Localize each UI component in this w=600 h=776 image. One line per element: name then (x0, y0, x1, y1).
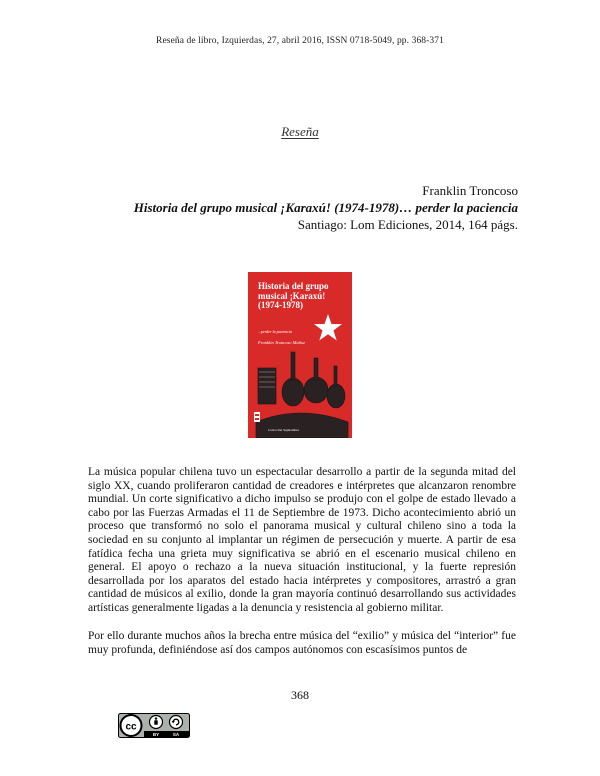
cover-title-line: (1974-1978) (258, 300, 303, 310)
citation-publication: Santiago: Lom Ediciones, 2014, 164 págs. (297, 217, 518, 232)
cover-title-line: musical ¡Karaxú! (258, 290, 326, 301)
cc-label: cc (125, 721, 137, 733)
book-citation (134, 182, 518, 233)
citation-author: Franklin Troncoso (422, 183, 518, 198)
instruments-illustration (256, 352, 348, 438)
cover-title (258, 282, 348, 311)
body-paragraph: La música popular chilena tuvo un espectacular desarrollo a partir de la segunda mitad del siglo XX, cuando proliferaron cantidad de creadores e intérpretes que alcanzaron renombre mundial. Un corte significativo a dicho impulso se produjo con el golpe de estado llevado a cabo por las Fuerzas Armadas el 11 de Septiembre de 1973. Dicho acontecimiento abrió un proceso que transformó no solo el panorama musical y cultural chileno sino a toda la sociedad en su conjunto al implantar un régimen de persecución y muerte. A partir de esa fatídica fecha una grieta muy significativa se abrió en el escenario musical chileno en general. El apoyo o rechazo a la nueva situación institucional, y la fuerte represión desarrollada por los aparatos del estado hacia intérpretes y compositores, arrastró a gran cantidad de músicos al exilio, donde la gran mayoría continuó desarrollando sus actividades artísticas generalmente ligadas a la denuncia y resistencia al gobierno militar. (88, 466, 516, 614)
share-alike-icon (170, 716, 183, 729)
star-icon (314, 314, 342, 341)
cover-author: Franklin Troncoso Muñoz (258, 340, 305, 345)
citation-title: Historia del grupo musical ¡Karaxú! (1974-1978)… perder la paciencia (133, 200, 518, 215)
publisher-logo (254, 412, 260, 422)
page-number: 368 (291, 688, 309, 702)
cover-collection: Colección Septiembre (268, 428, 300, 432)
creative-commons-license-badge[interactable] (118, 713, 190, 738)
cover-title-line: Historia del grupo (258, 281, 329, 291)
section-label: Reseña (281, 124, 319, 139)
by-label: BY (152, 732, 160, 737)
body-paragraph: Por ello durante muchos años la brecha entre música del “exilio” y música del “interior” fue muy profunda, definiéndose así dos campos autónomos con escasísimos puntos de (88, 630, 516, 656)
book-cover-image (248, 272, 352, 438)
sa-label: SA (172, 732, 180, 737)
cover-subtitle: ...perder la paciencia (258, 329, 293, 334)
running-header: Reseña de libro, Izquierdas, 27, abril 2016, ISSN 0718-5049, pp. 368-371 (156, 36, 444, 46)
